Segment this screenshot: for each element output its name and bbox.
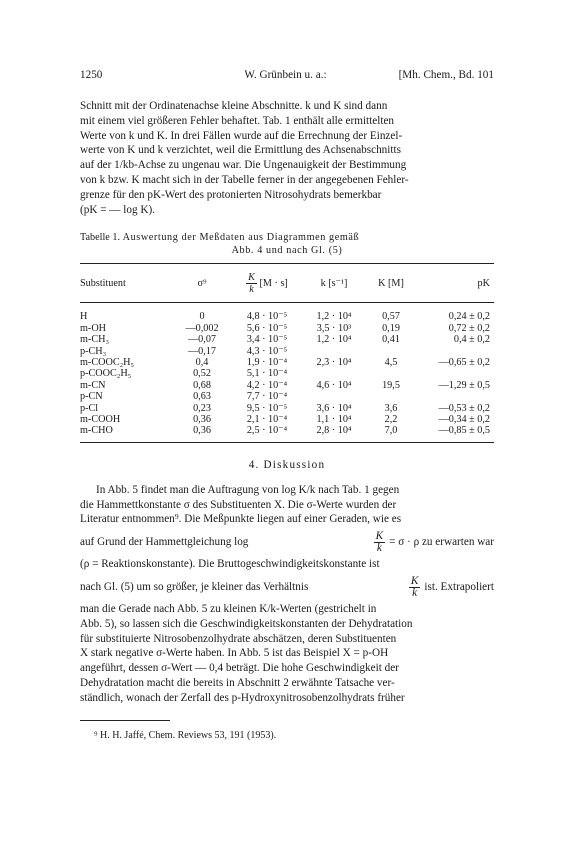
- cell-pK: 0,4 ± 0,2: [453, 334, 490, 346]
- header-pK: pK: [477, 277, 490, 289]
- text-line: werte von K und k verzichtet, weil die Ermittlung des Achsenabschnitts: [80, 144, 401, 157]
- cell-k: 4,6 · 10⁴: [316, 379, 352, 391]
- page-number: 1250: [80, 69, 103, 81]
- table-row: [80, 425, 494, 442]
- cell-pK: 0,24 ± 0,2: [448, 311, 490, 323]
- cell-K: [366, 391, 416, 402]
- text-line: (ρ = Reaktionskonstante). Die Bruttogeschwindigkeitskonstante ist: [80, 558, 380, 571]
- cell-k: [302, 368, 366, 379]
- text-line: (pK = — log K).: [80, 203, 155, 216]
- equation-line-ratio: [80, 572, 494, 602]
- table-caption-label: Tabelle 1.: [80, 232, 121, 244]
- equation-lead-text: nach Gl. (5) um so größer, je kleiner das Verhältnis: [80, 580, 309, 593]
- table-row: [80, 368, 494, 379]
- cell-sigma: 0,23: [193, 402, 211, 414]
- cell-sigma: —0,07: [187, 334, 216, 346]
- header-substituent: Substituent: [80, 277, 126, 289]
- data-table: [80, 263, 494, 442]
- cell-sigma: 0,68: [193, 379, 211, 391]
- text-line: von k bzw. K macht sich in der Tabelle ferner in der angegebenen Fehler-: [80, 173, 409, 186]
- cell-K: 7,0: [384, 425, 398, 437]
- cell-k: [302, 391, 366, 402]
- header-k-ratio-fraction: [246, 272, 257, 295]
- header-sigma: σ⁹: [197, 277, 207, 289]
- text-line: Schnitt mit der Ordinatenachse kleine Abschnitte. k und K sind dann: [80, 100, 388, 112]
- text-line: Werte von k und K. In drei Fällen wurde auf die Errechnung der Einzel-: [80, 129, 403, 142]
- fraction-denominator: k: [249, 283, 254, 295]
- cell-K: 0,19: [382, 322, 400, 334]
- cell-k: 1,1 · 10⁴: [316, 414, 352, 426]
- cell-pK: [416, 391, 494, 402]
- cell-k: 3,6 · 10⁴: [316, 402, 352, 414]
- table-row: [80, 357, 494, 368]
- cell-substituent: p-CH₃: [80, 345, 107, 357]
- cell-pK: 0,72 ± 0,2: [448, 322, 490, 334]
- cell-pK: —0,34 ± 0,2: [438, 414, 490, 426]
- cell-pK: —0,53 ± 0,2: [438, 402, 490, 414]
- cell-sigma: 0,36: [193, 414, 211, 426]
- cell-substituent: p-CN: [80, 391, 103, 403]
- hammett-equation: [374, 531, 494, 554]
- page: [80, 68, 494, 742]
- cell-sigma: 0,4: [195, 357, 209, 368]
- cell-k: 3,5 · 10³: [316, 322, 352, 334]
- journal-reference: [Mh. Chem., Bd. 101: [398, 69, 494, 81]
- cell-k: 2,8 · 10⁴: [316, 425, 352, 437]
- text-line: angeführt, dessen σ-Wert — 0,4 beträgt. Die hohe Geschwindigkeit der: [80, 662, 399, 675]
- text-line: die Hammettkonstante σ des Substituenten X. Die σ-Werte wurden der: [80, 498, 397, 511]
- cell-k-ratio: 4,2 · 10⁻⁴: [246, 379, 288, 391]
- running-author: W. Grünbein u. a.:: [244, 69, 327, 81]
- equation-fraction: [409, 576, 420, 599]
- cell-K: [366, 346, 416, 357]
- table-caption: [80, 231, 494, 257]
- cell-k-ratio: 9,5 · 10⁻⁵: [246, 402, 288, 414]
- running-header: [80, 68, 494, 82]
- fraction-denominator: k: [412, 586, 418, 599]
- text-line: Dehydratation macht die bereits in Abschnitt 2 erwähnte Tatsache ver-: [80, 677, 395, 690]
- cell-sigma: 0: [199, 311, 205, 323]
- text-line: In Abb. 5 findet man die Auftragung von log K/k nach Tab. 1 gegen: [96, 483, 400, 496]
- cell-pK: —0,65 ± 0,2: [438, 357, 490, 368]
- footnote: ⁹ H. H. Jaffé, Chem. Reviews 53, 191 (1953).: [94, 729, 277, 741]
- table-row: [80, 323, 494, 334]
- header-k-ratio-unit: [M · s]: [259, 277, 288, 289]
- table-row: [80, 346, 494, 357]
- fraction-numerator: K: [248, 271, 255, 283]
- text-line: ständlich, wonach der Zerfall des p-Hydroxynitrosobenzolhydrats früher: [80, 691, 405, 704]
- cell-k-ratio: 2,1 · 10⁻⁴: [246, 414, 288, 426]
- discussion-text: [80, 483, 494, 706]
- cell-k-ratio: 5,6 · 10⁻⁵: [246, 322, 288, 334]
- table-row: [80, 303, 494, 323]
- cell-k-ratio: 4,3 · 10⁻⁵: [246, 345, 288, 357]
- cell-substituent: m-COOC₂H₅: [80, 357, 135, 368]
- cell-sigma: 0,36: [193, 425, 211, 437]
- table-row: [80, 403, 494, 414]
- equation-rest: ist. Extrapoliert: [424, 580, 494, 593]
- equation-rest: = σ · ρ zu erwarten war: [389, 535, 494, 548]
- cell-k-ratio: 5,1 · 10⁻⁴: [246, 368, 288, 380]
- table-header-row: [80, 264, 494, 303]
- table-caption-line2: Abb. 4 und nach Gl. (5): [231, 245, 343, 257]
- footnote-rule: [80, 720, 170, 721]
- text-line: mit einem viel größeren Fehler behaftet. Tab. 1 enthält alle ermittelten: [80, 114, 395, 127]
- cell-k-ratio: 3,4 · 10⁻⁵: [246, 334, 288, 346]
- equation-line-hammett: [80, 527, 494, 557]
- table-row: [80, 380, 494, 391]
- table-row: [80, 334, 494, 345]
- cell-pK: —1,29 ± 0,5: [438, 379, 490, 391]
- cell-substituent: m-CN: [80, 379, 106, 391]
- cell-sigma: —0,002: [185, 322, 219, 334]
- cell-K: 0,41: [382, 334, 400, 346]
- cell-substituent: m-CHO: [80, 425, 113, 437]
- table-body: [80, 303, 494, 442]
- fraction-denominator: k: [376, 541, 382, 554]
- intro-paragraph: [80, 99, 494, 217]
- cell-pK: [416, 368, 494, 379]
- cell-sigma: —0,17: [187, 345, 216, 357]
- cell-K: 2,2: [384, 414, 398, 426]
- text-line: grenze für den pK-Wert des protonierten Nitrosohydrats bemerkbar: [80, 188, 382, 201]
- cell-sigma: 0,63: [193, 391, 211, 403]
- cell-substituent: p-COOC₂H₅: [80, 368, 132, 380]
- cell-K: 3,6: [384, 402, 398, 414]
- cell-substituent: H: [80, 311, 88, 323]
- fraction-numerator: K: [410, 574, 419, 587]
- table-row: [80, 391, 494, 402]
- cell-k-ratio: 2,5 · 10⁻⁴: [246, 425, 288, 437]
- cell-k: [302, 346, 366, 357]
- cell-k-ratio: 7,7 · 10⁻⁴: [246, 391, 288, 403]
- text-line: für substituierte Nitrosobenzolhydrate abschätzen, deren Substituenten: [80, 632, 397, 645]
- cell-k: 1,2 · 10⁴: [316, 311, 352, 323]
- text-line: Literatur entnommen⁹. Die Meßpunkte liegen auf einer Geraden, wie es: [80, 513, 402, 526]
- text-line: X stark negative σ-Werte haben. In Abb. 5 ist das Beispiel X = p-OH: [80, 647, 389, 660]
- ratio-expression: [409, 576, 494, 599]
- equation-fraction: [374, 531, 385, 554]
- header-k-ratio: [232, 264, 302, 303]
- text-line: Abb. 5), so lassen sich die Geschwindigkeitskonstanten der Dehydratation: [80, 617, 413, 630]
- cell-k: 2,3 · 10⁴: [316, 357, 352, 368]
- section-title: 4. Diskussion: [248, 458, 326, 471]
- cell-pK: —0,85 ± 0,5: [438, 425, 490, 437]
- text-line: auf der 1/kb-Achse zu ungenau war. Die Ungenauigkeit der Bestimmung: [80, 159, 407, 172]
- cell-k-ratio: 1,9 · 10⁻⁴: [246, 357, 288, 368]
- header-K: K [M]: [378, 277, 404, 289]
- cell-K: 0,57: [382, 311, 400, 323]
- fraction-numerator: K: [375, 529, 384, 542]
- cell-k: 1,2 · 10⁴: [316, 334, 352, 346]
- cell-pK: [416, 346, 494, 357]
- table-row: [80, 414, 494, 425]
- text-line: man die Gerade nach Abb. 5 zu kleinen K/k-Werten (gestrichelt in: [80, 603, 377, 616]
- table-caption-line1: Auswertung der Meßdaten aus Diagrammen gemäß: [122, 232, 360, 244]
- cell-substituent: m-COOH: [80, 414, 121, 426]
- cell-K: 19,5: [382, 379, 400, 391]
- cell-substituent: m-OH: [80, 322, 107, 334]
- equation-lead-text: auf Grund der Hammettgleichung log: [80, 535, 249, 548]
- cell-K: 4,5: [384, 357, 398, 368]
- header-k: k [s⁻¹]: [320, 277, 348, 289]
- cell-sigma: 0,52: [193, 368, 211, 380]
- cell-k-ratio: 4,8 · 10⁻⁵: [246, 311, 288, 323]
- cell-K: [366, 368, 416, 379]
- cell-substituent: m-CH₃: [80, 334, 110, 346]
- cell-substituent: p-Cl: [80, 402, 99, 414]
